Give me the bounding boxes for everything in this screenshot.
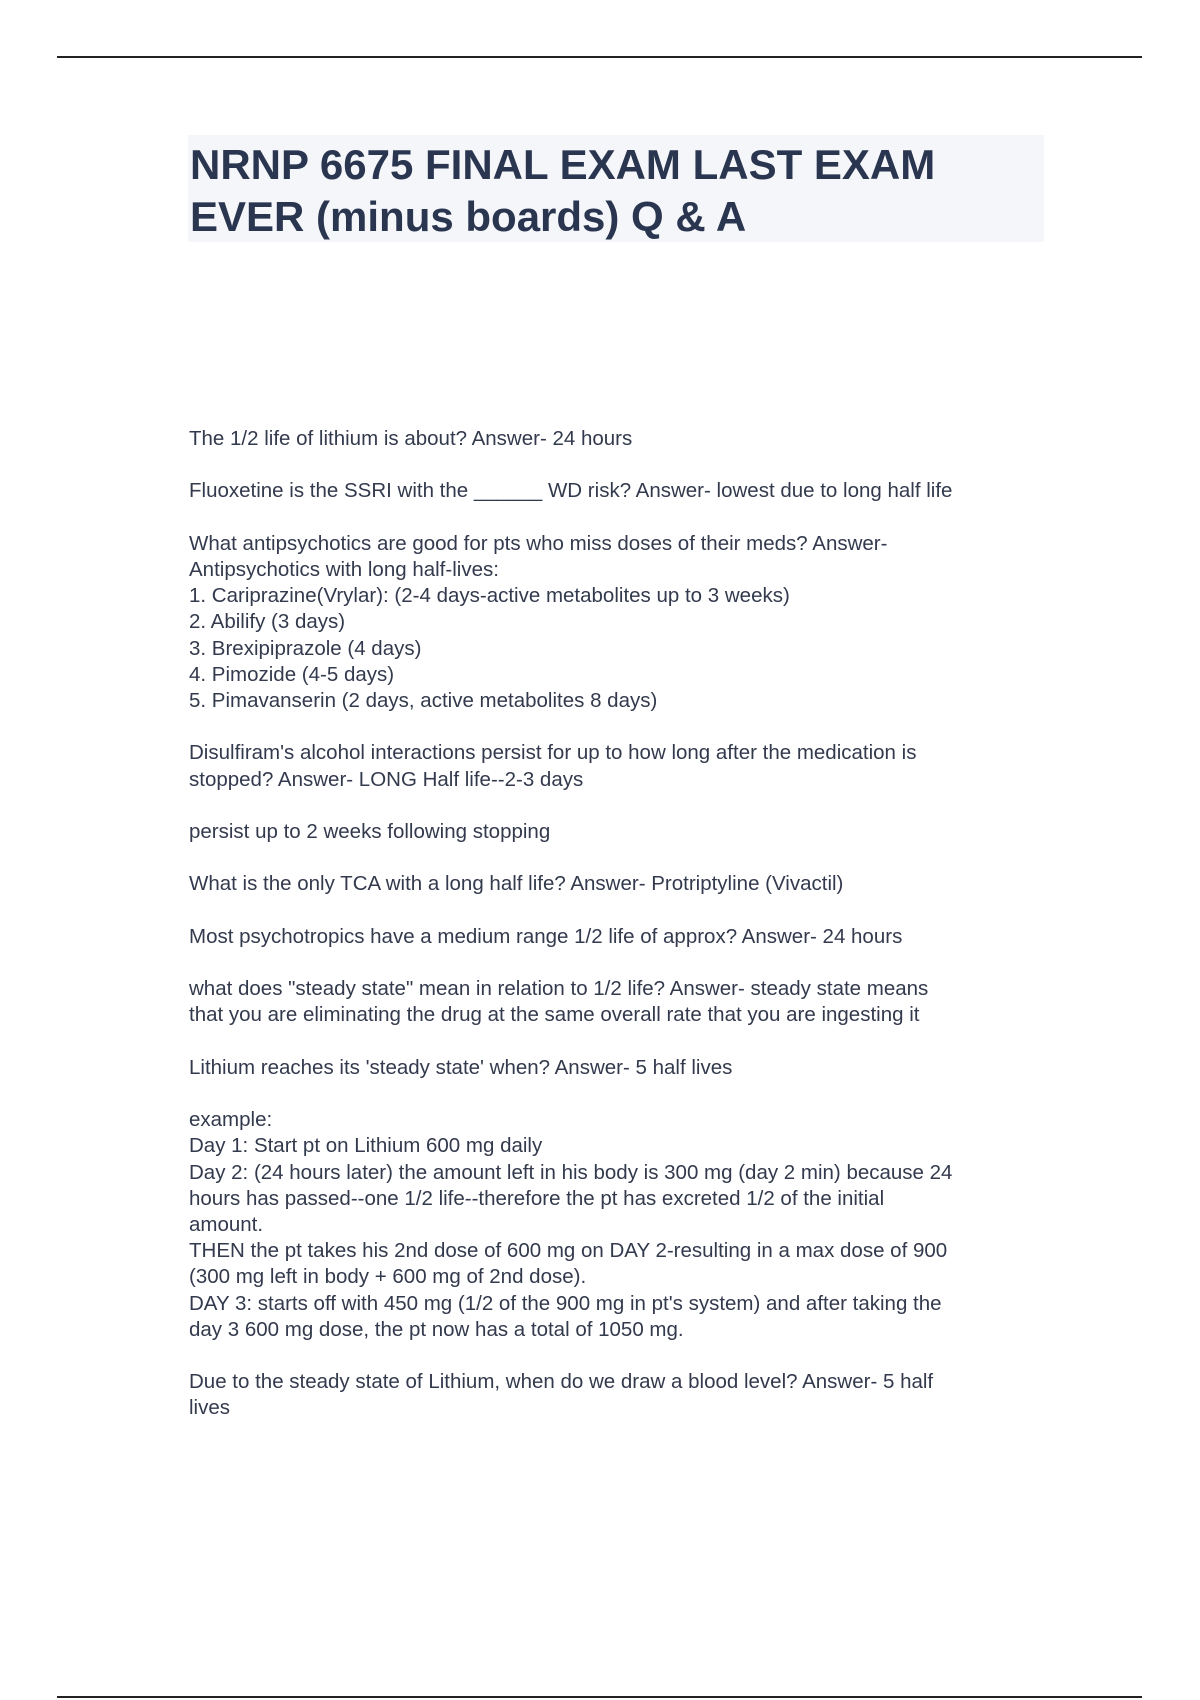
title-line-2: EVER (minus boards) Q & A — [190, 193, 747, 240]
qa-paragraph — [189, 924, 1069, 950]
paragraph-line: stopped? Answer- LONG Half life--2-3 days — [189, 767, 584, 791]
document-title — [188, 135, 1044, 242]
paragraph-line: (300 mg left in body + 600 mg of 2nd dose). — [189, 1265, 587, 1289]
paragraph-line: 1. Cariprazine(Vrylar): (2-4 days-active metabolites up to 3 weeks) — [189, 584, 790, 608]
qa-paragraph — [189, 1055, 1069, 1081]
paragraph-line: that you are eliminating the drug at the same overall rate that you are ingesting it — [189, 1003, 920, 1027]
qa-paragraph — [189, 976, 1069, 1028]
paragraph-line: Disulfiram's alcohol interactions persist for up to how long after the medication is — [189, 741, 917, 765]
paragraph-line: Due to the steady state of Lithium, when do we draw a blood level? Answer- 5 half — [189, 1370, 934, 1394]
paragraph-line: What antipsychotics are good for pts who miss doses of their meds? Answer- — [189, 531, 888, 555]
qa-paragraph — [189, 531, 1069, 714]
paragraph-line: 5. Pimavanserin (2 days, active metabolites 8 days) — [189, 689, 658, 712]
paragraph-line: amount. — [189, 1212, 264, 1236]
paragraph-line: what does "steady state" mean in relation to 1/2 life? Answer- steady state means — [189, 977, 929, 1001]
paragraph-line: Day 1: Start pt on Lithium 600 mg daily — [189, 1134, 543, 1158]
paragraph-line: persist up to 2 weeks following stopping — [189, 819, 551, 843]
qa-paragraph — [189, 740, 1069, 792]
paragraph-line: THEN the pt takes his 2nd dose of 600 mg on DAY 2-resulting in a max dose of 900 — [189, 1239, 948, 1263]
qa-paragraph — [189, 426, 1069, 452]
paragraph-line: What is the only TCA with a long half life? Answer- Protriptyline (Vivactil) — [189, 872, 844, 896]
qa-paragraph — [189, 871, 1069, 897]
document-body — [189, 426, 1069, 1448]
qa-paragraph — [189, 819, 1069, 845]
paragraph-line: lives — [189, 1396, 231, 1420]
qa-paragraph — [189, 478, 1069, 504]
title-line-1: NRNP 6675 FINAL EXAM LAST EXAM — [190, 141, 936, 188]
paragraph-line: The 1/2 life of lithium is about? Answer- 24 hours — [189, 427, 633, 450]
paragraph-line: 4. Pimozide (4-5 days) — [189, 662, 395, 686]
paragraph-line: 2. Abilify (3 days) — [189, 610, 346, 634]
paragraph-line: day 3 600 mg dose, the pt now has a total of 1050 mg. — [189, 1317, 684, 1341]
paragraph-line: hours has passed--one 1/2 life--therefore the pt has excreted 1/2 of the initial — [189, 1186, 885, 1210]
paragraph-line: 3. Brexipiprazole (4 days) — [189, 636, 422, 660]
paragraph-line: Fluoxetine is the SSRI with the ______ WD risk? Answer- lowest due to long half life — [189, 479, 953, 503]
paragraph-line: Most psychotropics have a medium range 1/2 life of approx? Answer- 24 hours — [189, 924, 903, 948]
paragraph-line: example: — [189, 1108, 273, 1132]
paragraph-line: Day 2: (24 hours later) the amount left in his body is 300 mg (day 2 min) because 24 — [189, 1160, 953, 1184]
paragraph-line: DAY 3: starts off with 450 mg (1/2 of the 900 mg in pt's system) and after taking the — [189, 1291, 942, 1315]
qa-paragraph — [189, 1369, 1069, 1421]
bottom-rule — [57, 1696, 1142, 1698]
top-rule — [57, 56, 1142, 58]
paragraph-line: Lithium reaches its 'steady state' when? Answer- 5 half lives — [189, 1055, 733, 1079]
paragraph-line: Antipsychotics with long half-lives: — [189, 557, 499, 581]
qa-paragraph — [189, 1107, 1069, 1343]
